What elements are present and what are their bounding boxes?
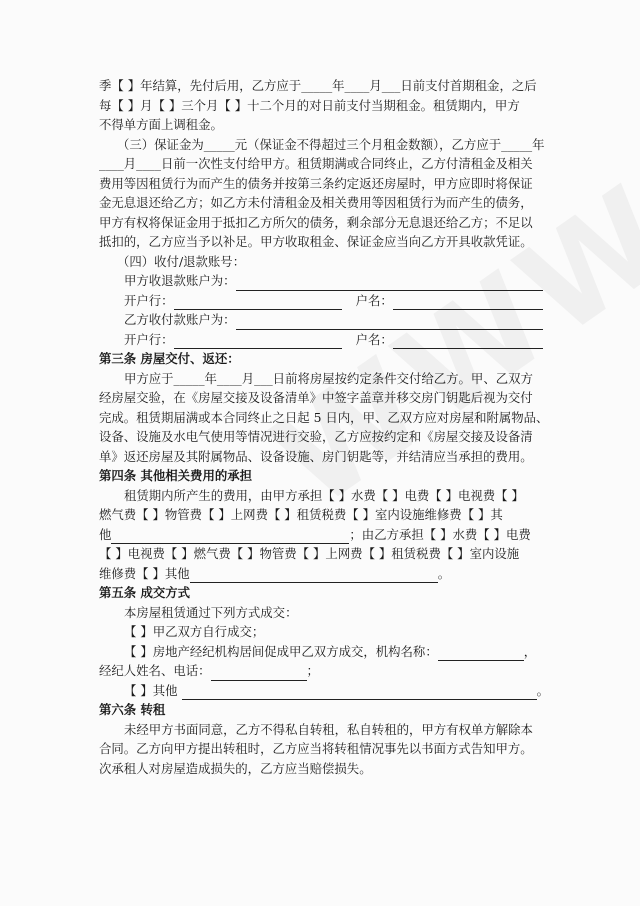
paragraph-line: 经房屋交验，在《房屋交接及设备清单》中签字盖章并移交房门钥匙后视为交付 — [99, 390, 533, 405]
other-label: 他 — [99, 526, 112, 542]
paragraph-line: 未经甲方书面同意，乙方不得私自转租，私自转租的，甲方有权单方解除本 — [124, 721, 533, 737]
other-method-field[interactable] — [182, 685, 537, 700]
option-self-deal: 【 】甲乙双方自行成交； — [124, 624, 265, 639]
period: 。 — [536, 682, 549, 698]
paragraph-line: 金无息退还给乙方；如乙方未付清租金及相关费用等因租赁行为而产生的债务， — [99, 195, 533, 210]
party-a-account-label: 甲方收退款账户为： — [124, 273, 236, 288]
paragraph-line — [99, 525, 549, 545]
paragraph-line: 费用等因租赁行为而产生的债务并按第三条约定返还房屋时，甲方应即时将保证 — [99, 175, 533, 191]
agency-name-field[interactable] — [438, 646, 524, 661]
account-name-label: 户名： — [355, 331, 393, 347]
party-a-bank-row — [99, 291, 549, 311]
paragraph-line: 季【 】年结算，先付后用，乙方应于_____年____月___日前支付首期租金，之后 — [99, 78, 537, 93]
party-b-name-field[interactable] — [393, 334, 543, 349]
party-b-bank-row — [99, 330, 549, 350]
deposit-line: （三）保证金为_____元（保证金不得超过三个月租金数额），乙方应于_____年 — [117, 136, 545, 152]
party-b-account-row — [99, 310, 549, 330]
article-4-heading: 第四条 其他相关费用的承担 — [99, 468, 253, 483]
semicolon: ； — [306, 663, 319, 678]
agent-row — [99, 661, 549, 681]
paragraph-line: 合同。乙方向甲方提出转租时，乙方应当将转租情况事先以书面方式告知甲方。 — [99, 741, 533, 756]
account-heading: （四）收付/退款账号： — [117, 253, 246, 269]
other-label: 维修费【 】其他 — [99, 565, 190, 581]
party-b-bank-field[interactable] — [174, 334, 342, 349]
option-agency-label: 【 】房地产经纪机构居间促成甲乙双方成交，机构名称： — [124, 643, 438, 659]
option-agency-row — [99, 642, 549, 662]
bank-label: 开户行： — [124, 292, 174, 308]
article-5-heading: 第五条 成交方式 — [99, 585, 191, 600]
contract-body — [99, 76, 549, 778]
paragraph-line: 不得单方面上调租金。 — [99, 117, 223, 132]
option-other-row — [99, 681, 549, 701]
period: 。 — [437, 565, 451, 581]
comma: ， — [523, 643, 537, 659]
bank-label: 开户行： — [124, 331, 174, 347]
agent-label: 经纪人姓名、电话： — [99, 663, 211, 678]
paragraph-line: 次承租人对房屋造成损失的，乙方应当赔偿损失。 — [99, 760, 372, 776]
paragraph-line: 完成。租赁期届满或本合同终止之日起 5 日内，甲、乙双方应对房屋和附属物品、 — [99, 409, 549, 425]
party-a-name-field[interactable] — [393, 295, 543, 310]
party-a-account-row — [99, 271, 549, 291]
agent-field[interactable] — [211, 666, 307, 681]
option-other-label: 【 】其他 — [124, 682, 178, 698]
paragraph-line: 甲方应于_____年____月___日前将房屋按约定条件交付给乙方。甲、乙双方 — [124, 370, 533, 386]
paragraph-text: ；由乙方承担【 】水费【 】电费 — [349, 526, 531, 542]
party-b-account-field[interactable] — [236, 315, 543, 330]
paragraph-line: 每【 】月【 】三个月【 】十二个月的对日前支付当期租金。租赁期内，甲方 — [99, 97, 520, 113]
paragraph-line: 燃气费【 】物管费【 】上网费【 】租赁税费【 】室内设施维修费【 】其 — [99, 507, 503, 522]
party-b-account-label: 乙方收付款账户为： — [124, 312, 236, 327]
paragraph-line: 甲方有权将保证金用于抵扣乙方所欠的债务，剩余部分无息退还给乙方；不足以 — [99, 214, 533, 230]
account-name-label: 户名： — [355, 292, 393, 308]
paragraph-line — [99, 564, 549, 584]
party-a-bank-field[interactable] — [174, 295, 342, 310]
paragraph-line: 抵扣的，乙方应当予以补足。甲方收取租金、保证金应当向乙方开具收款凭证。 — [99, 234, 533, 249]
paragraph-line: 单》返还房屋及其附属物品、设备设施、房门钥匙等，并结清应当承担的费用。 — [99, 448, 533, 464]
article-3-heading: 第三条 房屋交付、返还： — [99, 351, 240, 366]
party-b-other-field[interactable] — [190, 568, 438, 583]
article-6-heading: 第六条 转租 — [99, 702, 166, 717]
paragraph-line: 【 】电视费【 】燃气费【 】物管费【 】上网费【 】租赁税费【 】室内设施 — [99, 546, 520, 561]
party-a-account-field[interactable] — [236, 276, 543, 291]
paragraph-line: 租赁期内所产生的费用，由甲方承担【 】水费【 】电费【 】电视费【 】 — [124, 487, 524, 503]
paragraph-line: 设备、设施及水电气使用等情况进行交验，乙方应按约定和《房屋交接及设备清 — [99, 429, 533, 444]
paragraph-line: 本房屋租赁通过下列方式成交： — [124, 604, 298, 620]
party-a-other-field[interactable] — [111, 529, 349, 544]
paragraph-line: ____月____日前一次性支付给甲方。租赁期满或合同终止，乙方付清租金及相关 — [99, 156, 533, 171]
